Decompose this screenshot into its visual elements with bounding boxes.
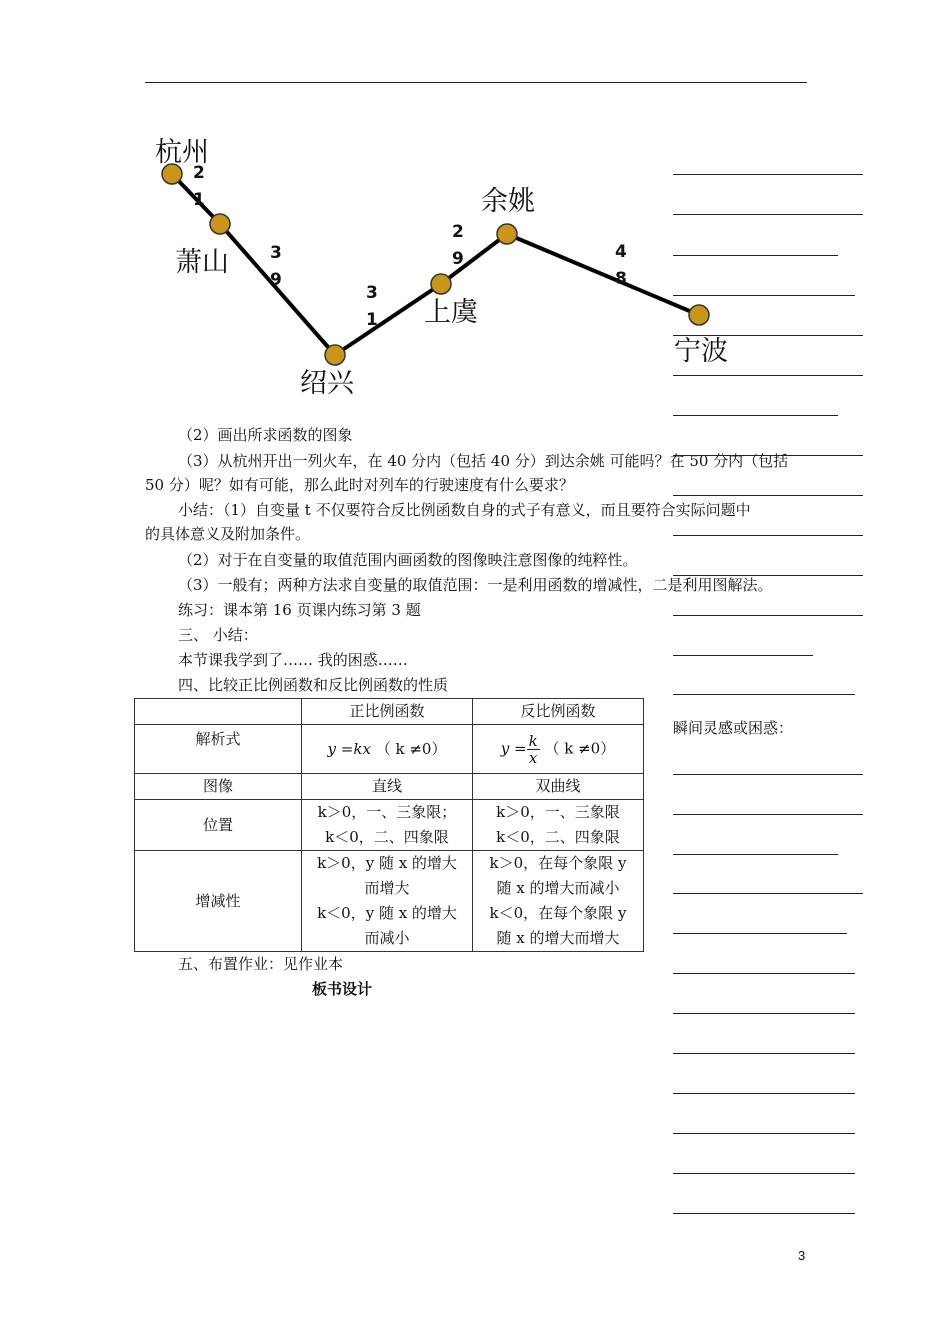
paragraph: （2）对于在自变量的取值范围内画函数的图像映注意图像的纯粹性。 (178, 551, 638, 569)
note-line (673, 214, 863, 215)
note-line (673, 1213, 855, 1214)
city-label-hangzhou: 杭州 (155, 137, 209, 168)
note-line (673, 973, 855, 974)
table-header-direct: 正比例函数 (302, 699, 473, 725)
formula-direct: y =kx （ k ≠0） (302, 725, 473, 774)
distance-digit: 2 (193, 163, 205, 183)
note-line (673, 1133, 855, 1134)
board-design-title: 板书设计 (312, 980, 373, 998)
node-ningbo (689, 305, 709, 325)
city-label-yuyao: 余姚 (481, 186, 535, 217)
node-xiaoshan (210, 214, 230, 234)
note-line (673, 1173, 855, 1174)
row-label-monotonic: 增减性 (135, 851, 302, 952)
city-label-shaoxing: 绍兴 (300, 368, 354, 399)
comparison-table (134, 698, 644, 952)
note-line (673, 455, 863, 456)
distance-digit: 9 (452, 249, 464, 269)
node-yuyao (497, 224, 517, 244)
note-line (673, 375, 863, 376)
paragraph: 50 分）呢？如有可能，那么此时对列车的行驶速度有什么要求？ (145, 476, 574, 494)
note-line (673, 255, 838, 256)
row-label-image: 图像 (135, 774, 302, 800)
node-shaoxing (325, 345, 345, 365)
distance-digit: 1 (193, 190, 205, 210)
table-cell: k＞0，在每个象限 y 随 x 的增大而减小 k＜0，在每个象限 y 随 x 的增大而增大 (473, 851, 644, 952)
distance-digit: 4 (615, 242, 627, 262)
table-cell (135, 699, 302, 725)
note-line (673, 295, 855, 296)
fraction: $\frac{k}{x}$ (528, 731, 538, 767)
note-line (673, 655, 813, 656)
node-shangyu (431, 274, 451, 294)
paragraph: （2）画出所求函数的图象 (178, 426, 353, 444)
table-cell: 直线 (302, 774, 473, 800)
note-line (673, 774, 863, 775)
note-line (673, 854, 838, 855)
note-line (673, 933, 847, 934)
inspiration-label: 瞬间灵感或困惑： (673, 719, 794, 737)
note-line (673, 495, 863, 496)
paragraph: 练习：课本第 16 页课内练习第 3 题 (178, 601, 421, 619)
section-heading: 三、 小结： (178, 626, 258, 644)
table-row (135, 725, 644, 774)
distance-digit: 2 (452, 222, 464, 242)
note-line (673, 893, 863, 894)
table-cell: k＞0，一、三象限； k＜0，二、四象限 (302, 800, 473, 851)
table-header-inverse: 反比例函数 (473, 699, 644, 725)
table-row (135, 800, 644, 851)
row-label-position: 位置 (135, 800, 302, 851)
distance-digit: 8 (615, 269, 627, 289)
note-line (673, 1093, 855, 1094)
distance-digit: 3 (270, 243, 282, 263)
table-cell: 双曲线 (473, 774, 644, 800)
table-row (135, 851, 644, 952)
route-map (0, 0, 950, 420)
note-line (673, 174, 863, 175)
page-number: 3 (798, 1248, 806, 1263)
section-heading: 四、比较正比例函数和反比例函数的性质 (178, 676, 449, 694)
note-line (673, 615, 863, 616)
section-heading: 五、布置作业：见作业本 (178, 955, 344, 973)
note-line (673, 535, 863, 536)
note-line (673, 1053, 855, 1054)
distance-digit: 1 (366, 310, 378, 330)
paragraph: 小结：（1）自变量 t 不仅要符合反比例函数自身的式子有意义，而且要符合实际问题中 (178, 501, 751, 519)
note-line (673, 575, 863, 576)
note-line (673, 335, 863, 336)
note-line (673, 415, 838, 416)
distance-digit: 9 (270, 270, 282, 290)
city-label-ningbo: 宁波 (674, 336, 728, 367)
paragraph: （3）一般有；两种方法求自变量的取值范围：一是利用函数的增减性，二是利用图解法。 (178, 576, 773, 594)
note-line (673, 1013, 855, 1014)
paragraph: （3）从杭州开出一列火车，在 40 分内（包括 40 分）到达余姚 可能吗？在 50 分内（包括 (178, 452, 789, 470)
table-row (135, 774, 644, 800)
paragraph: 的具体意义及附加条件。 (145, 525, 311, 543)
note-line (673, 694, 855, 695)
row-label-formula: 解析式 (135, 725, 302, 774)
table-cell: k＞0，y 随 x 的增大 而增大 k＜0，y 随 x 的增大 而减小 (302, 851, 473, 952)
paragraph: 本节课我学到了…… 我的困惑…… (178, 651, 408, 669)
formula-inverse: y = $\frac{k}{x}$ （ k ≠0） (473, 725, 644, 774)
table-cell: k＞0，一、三象限 k＜0，二、四象限 (473, 800, 644, 851)
city-label-shangyu: 上虞 (424, 297, 478, 328)
city-label-xiaoshan: 萧山 (175, 247, 229, 278)
distance-digit: 3 (366, 283, 378, 303)
note-line (673, 814, 863, 815)
table-row (135, 699, 644, 725)
